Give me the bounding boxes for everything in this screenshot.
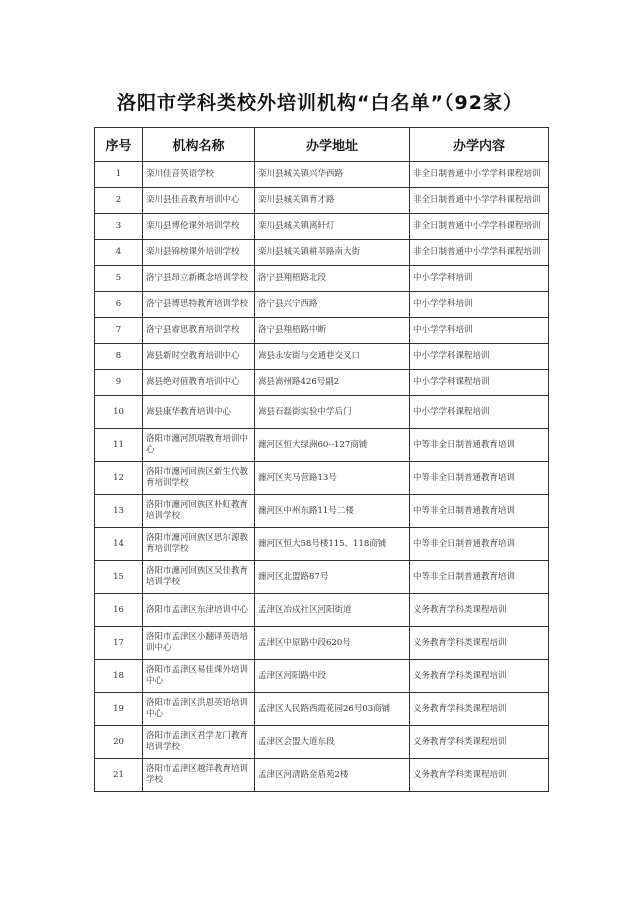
table-row — [95, 292, 549, 318]
cell-content: 中等非全日制普通教育培训 — [410, 528, 549, 561]
cell-address: 孟津区会盟大道东段 — [255, 726, 410, 759]
cell-content: 中等非全日制普通教育培训 — [410, 495, 549, 528]
cell-number: 5 — [95, 266, 143, 292]
cell-address: 栾川县城关镇兴华西路 — [255, 162, 410, 188]
table-row — [95, 266, 549, 292]
cell-institution-name: 洛宁县博思特教育培训学校 — [143, 292, 255, 318]
cell-address: 洛宁县兴宁西路 — [255, 292, 410, 318]
cell-number: 6 — [95, 292, 143, 318]
cell-content: 非全日制普通中小学学科课程培训 — [410, 188, 549, 214]
header-content: 办学内容 — [410, 128, 549, 162]
cell-number: 3 — [95, 214, 143, 240]
table-row — [95, 627, 549, 660]
cell-number: 14 — [95, 528, 143, 561]
table-row — [95, 594, 549, 627]
table-row — [95, 162, 549, 188]
cell-number: 7 — [95, 318, 143, 344]
cell-address: 孟津区中原路中段620号 — [255, 627, 410, 660]
cell-content: 义务教育学科类课程培训 — [410, 627, 549, 660]
cell-institution-name: 洛阳市瀍河凯瑞教育培训中心 — [143, 429, 255, 462]
cell-institution-name: 栾川县锦榜课外培训学校 — [143, 240, 255, 266]
cell-content: 非全日制普通中小学学科课程培训 — [410, 162, 549, 188]
cell-content: 义务教育学科类课程培训 — [410, 693, 549, 726]
cell-number: 21 — [95, 759, 143, 792]
cell-institution-name: 洛阳市孟津区易佳课外培训中心 — [143, 660, 255, 693]
cell-address: 嵩县嵩州路426号副2 — [255, 370, 410, 396]
cell-institution-name: 洛阳市瀍河回族区吴佳教育培训学校 — [143, 561, 255, 594]
table-row — [95, 660, 549, 693]
cell-number: 20 — [95, 726, 143, 759]
cell-content: 义务教育学科类课程培训 — [410, 594, 549, 627]
header-address: 办学地址 — [255, 128, 410, 162]
cell-institution-name: 嵩县康华教育培训中心 — [143, 396, 255, 429]
cell-number: 19 — [95, 693, 143, 726]
cell-content: 中小学学科培训 — [410, 318, 549, 344]
cell-number: 2 — [95, 188, 143, 214]
cell-content: 中小学学科课程培训 — [410, 396, 549, 429]
cell-content: 中小学学科培训 — [410, 292, 549, 318]
cell-address: 嵩县永安街与交通巷交叉口 — [255, 344, 410, 370]
institution-table — [94, 127, 549, 792]
cell-number: 15 — [95, 561, 143, 594]
table-row — [95, 429, 549, 462]
cell-address: 洛宁县翔梧路北段 — [255, 266, 410, 292]
cell-number: 17 — [95, 627, 143, 660]
cell-number: 1 — [95, 162, 143, 188]
cell-institution-name: 栾川县博伦课外培训学校 — [143, 214, 255, 240]
cell-content: 中等非全日制普通教育培训 — [410, 561, 549, 594]
cell-address: 瀍河区北盟路87号 — [255, 561, 410, 594]
cell-address: 栾川县城关镇离轩灯 — [255, 214, 410, 240]
header-institution-name: 机构名称 — [143, 128, 255, 162]
cell-address: 洛宁县翔梧路中断 — [255, 318, 410, 344]
cell-content: 中等非全日制普通教育培训 — [410, 429, 549, 462]
table-row — [95, 462, 549, 495]
cell-content: 中小学学科培训 — [410, 266, 549, 292]
cell-address: 孟津区人民路西霞花园26号03商铺 — [255, 693, 410, 726]
cell-institution-name: 栾川佳音英语学校 — [143, 162, 255, 188]
table-row — [95, 188, 549, 214]
cell-institution-name: 洛宁县睿思教育培训学校 — [143, 318, 255, 344]
table-row — [95, 726, 549, 759]
cell-number: 13 — [95, 495, 143, 528]
cell-number: 9 — [95, 370, 143, 396]
cell-content: 非全日制普通中小学学科课程培训 — [410, 240, 549, 266]
table-row — [95, 318, 549, 344]
cell-address: 瀍河区夹马营路13号 — [255, 462, 410, 495]
table-row — [95, 759, 549, 792]
cell-institution-name: 洛阳市孟津区君学龙门教育培训学校 — [143, 726, 255, 759]
table-row — [95, 693, 549, 726]
cell-institution-name: 栾川县佳音教育培训中心 — [143, 188, 255, 214]
cell-address: 瀍河区中州东路11号二楼 — [255, 495, 410, 528]
table-row — [95, 561, 549, 594]
table-row — [95, 240, 549, 266]
cell-content: 中小学学科课程培训 — [410, 344, 549, 370]
cell-address: 孟津区冶戍社区河阳街道 — [255, 594, 410, 627]
cell-institution-name: 洛阳市孟津区小翻译英语培训中心 — [143, 627, 255, 660]
cell-content: 义务教育学科类课程培训 — [410, 726, 549, 759]
cell-content: 义务教育学科类课程培训 — [410, 759, 549, 792]
cell-address: 嵩县石磊街实验中学后门 — [255, 396, 410, 429]
cell-content: 中小学学科课程培训 — [410, 370, 549, 396]
cell-number: 12 — [95, 462, 143, 495]
cell-institution-name: 洛阳市孟津区洪恩英语培训中心 — [143, 693, 255, 726]
cell-institution-name: 洛阳市孟津区越洋教育培训学校 — [143, 759, 255, 792]
cell-content: 非全日制普通中小学学科课程培训 — [410, 214, 549, 240]
table-row — [95, 344, 549, 370]
page-title: 洛阳市学科类校外培训机构“白名单”（92家） — [117, 92, 523, 114]
cell-address: 瀍河区恒大绿洲60--127商铺 — [255, 429, 410, 462]
cell-number: 11 — [95, 429, 143, 462]
table-row — [95, 528, 549, 561]
cell-address: 瀍河区恒大58号楼115、118商铺 — [255, 528, 410, 561]
cell-content: 义务教育学科类课程培训 — [410, 660, 549, 693]
cell-institution-name: 嵩县绝对值教育培训中心 — [143, 370, 255, 396]
cell-number: 4 — [95, 240, 143, 266]
header-number: 序号 — [95, 128, 143, 162]
cell-institution-name: 洛阳市瀍河回族区新生代教育培训学校 — [143, 462, 255, 495]
table-row — [95, 214, 549, 240]
cell-institution-name: 嵩县新时空教育培训中心 — [143, 344, 255, 370]
cell-number: 10 — [95, 396, 143, 429]
cell-address: 栾川县城关镇育才路 — [255, 188, 410, 214]
cell-address: 孟津区河阳路中段 — [255, 660, 410, 693]
table-row — [95, 396, 549, 429]
cell-institution-name: 洛阳市孟津区东津培训中心 — [143, 594, 255, 627]
cell-content: 中等非全日制普通教育培训 — [410, 462, 549, 495]
table-header-row — [95, 128, 549, 162]
cell-number: 16 — [95, 594, 143, 627]
cell-institution-name: 洛阳市瀍河回族区思尔源教育培训学校 — [143, 528, 255, 561]
cell-address: 孟津区河清路金盾苑2楼 — [255, 759, 410, 792]
cell-number: 8 — [95, 344, 143, 370]
cell-number: 18 — [95, 660, 143, 693]
cell-institution-name: 洛阳市瀍河回族区朴虹教育培训学校 — [143, 495, 255, 528]
table-row — [95, 495, 549, 528]
cell-institution-name: 洛宁县昂立新概念培训学校 — [143, 266, 255, 292]
table-row — [95, 370, 549, 396]
cell-address: 栾川县城关镇耕莘路南大街 — [255, 240, 410, 266]
